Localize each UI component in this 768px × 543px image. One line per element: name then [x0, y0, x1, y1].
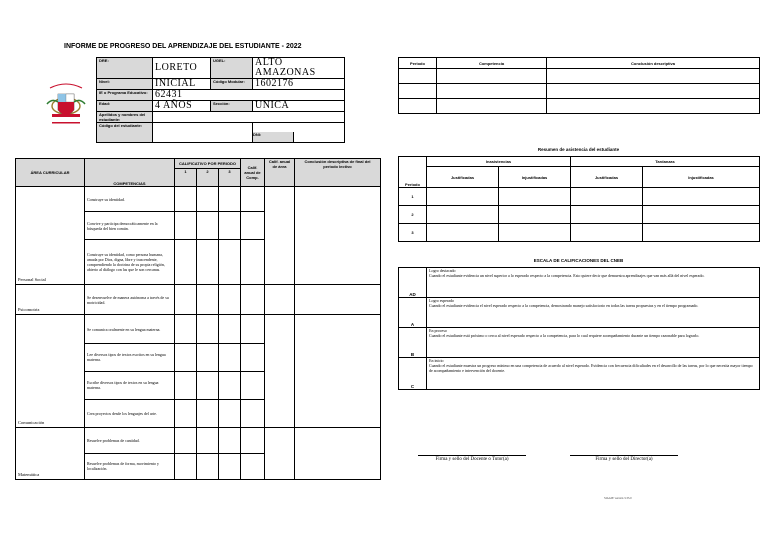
dre-label: DRE:: [97, 58, 153, 79]
programa-value: 62431: [153, 90, 345, 101]
codigo-modular-label: Código Modular:: [211, 79, 253, 90]
area-comunicacion: Comunicación: [16, 315, 85, 427]
seccion-label: Sección:: [211, 101, 253, 112]
calif-anual-area-header: Calif. anual de área: [265, 159, 295, 187]
calificativo-header: CALIFICATIVO POR PERIODO: [175, 159, 241, 169]
area-header: ÁREA CURRICULAR: [16, 159, 85, 187]
period-1-header: 1: [175, 169, 197, 187]
periodo-col-header: Periodo: [399, 157, 427, 188]
escala-level-desc: Cuando el estudiante muestra un progreso mínimo en una competencia de acuerdo al nivel esperado. Evidencia con frecuencia dificultades en el desarrollo de las tareas, por lo que necesita mayor tiempo de acompañamiento e intervención del docente.: [429, 363, 753, 373]
ugel-label: UGEL:: [211, 58, 253, 79]
calif-anual-comp-header: Calif. anual de Comp.: [241, 159, 265, 187]
periodo-header: Periodo: [399, 58, 437, 69]
escala-level-name: Logro destacado: [429, 268, 456, 273]
apellidos-label: Apellidos y nombres del estudiante:: [97, 112, 153, 123]
asistencia-row-periodo: 1: [399, 188, 427, 206]
codigo-estudiante-label: Código del estudiante:: [97, 123, 153, 143]
signature-line-director: [570, 455, 678, 456]
inasistencias-injustificadas-header: Injustificadas: [499, 167, 571, 188]
period-2-header: 2: [197, 169, 219, 187]
escala-level-desc: Cuando el estudiante está próximo o cerca al nivel esperado respecto a la competencia, para lo cual requiere acompañamiento durante un tiempo razonable para lograrlo.: [429, 333, 700, 338]
coat-of-arms-icon: [44, 82, 88, 132]
period-3-header: 3: [219, 169, 241, 187]
competencias-table: [15, 158, 381, 480]
escala-code: AD: [399, 268, 427, 298]
competencia-item: Convive y participa democráticamente en la búsqueda del bien común.: [85, 212, 175, 240]
escala-level-desc: Cuando el estudiante evidencia un nivel superior a lo esperado respecto a la competencia. Esto quiere decir que demuestra aprendizajes que van más allá del nivel esperado.: [429, 273, 705, 278]
area-psicomotriz: Psicomotriz: [16, 285, 85, 315]
competencia-item: Resuelve problemas de cantidad.: [85, 427, 175, 453]
escala-code: A: [399, 298, 427, 328]
asistencia-table: [398, 156, 760, 242]
footer-version-note: SIAGIE versión 3.33.0: [604, 496, 632, 500]
inasistencias-justificadas-header: Justificadas: [427, 167, 499, 188]
codigo-estudiante-value: [153, 123, 253, 143]
nivel-value: INICIAL: [153, 79, 211, 90]
escala-level-desc: Cuando el estudiante evidencia el nivel esperado respecto a la competencia, demostrando manejo satisfactorio en todas las tareas propuestas y en el tiempo programado.: [429, 303, 699, 308]
codigo-modular-value: 1602176: [253, 79, 345, 90]
competencia-item: Crea proyectos desde los lenguajes del arte.: [85, 399, 175, 427]
tardanzas-header: Tardanzas: [571, 157, 760, 167]
competencia-item: Escribe diversos tipos de textos en su lengua materna.: [85, 371, 175, 399]
inasistencias-header: Inasistencias: [427, 157, 571, 167]
escala-level-name: En inicio: [429, 358, 444, 363]
ugel-value: ALTO AMAZONAS: [253, 58, 345, 79]
competencia-item: Construye su identidad, como persona humana, amada por Dios, digna, libre y trascendente, comprendiendo la doctrina de su propia religión, abierto al diálogo con las que le son cercanas.: [85, 240, 175, 285]
student-info-table: [96, 57, 345, 143]
programa-label: IE o Programa Educativo:: [97, 90, 153, 101]
competencia-item: Lee diversos tipos de textos escritos en su lengua materna.: [85, 343, 175, 371]
asistencia-title: Resumen de asistencia del estudiante: [537, 147, 620, 152]
seccion-value: UNICA: [253, 101, 345, 112]
escala-code: C: [399, 358, 427, 390]
asistencia-row-periodo: 3: [399, 224, 427, 242]
nivel-label: Nivel:: [97, 79, 153, 90]
signature-director-label: Firma y sello del Director(a): [595, 457, 653, 462]
escala-level-name: En proceso: [429, 328, 447, 333]
tardanzas-justificadas-header: Justificadas: [571, 167, 643, 188]
escala-table: [398, 267, 760, 390]
competencia-item: Se comunica oralmente en su lengua materna.: [85, 315, 175, 343]
competencia-header: Competencia: [437, 58, 547, 69]
conclusion-header: Conclusión descriptiva: [547, 58, 760, 69]
apellidos-value: [153, 112, 345, 123]
dre-value: LORETO: [153, 58, 211, 79]
competencia-item: Resuelve problemas de forma, movimiento y localización.: [85, 453, 175, 479]
report-title: INFORME DE PROGRESO DEL APRENDIZAJE DEL ESTUDIANTE - 2022: [64, 43, 302, 50]
escala-code: B: [399, 328, 427, 358]
edad-label: Edad:: [97, 101, 153, 112]
edad-value: 4 AÑOS: [153, 101, 211, 112]
tardanzas-injustificadas-header: Injustificadas: [643, 167, 760, 188]
competencia-item: Construye su identidad.: [85, 187, 175, 212]
dni-label: DNI:: [253, 132, 294, 142]
signature-docente-label: Firma y sello del Docente o Tutor(a): [435, 457, 509, 462]
competencias-header: COMPETENCIAS: [85, 159, 175, 187]
escala-title: ESCALA DE CALIFICACIONES DEL CNEB: [533, 258, 624, 263]
area-matematica: Matemática: [16, 427, 85, 479]
periodo-competencia-table: [398, 57, 760, 114]
conclusion-final-header: Conclusión descriptiva de final del periodo lectivo: [295, 159, 381, 187]
signature-line-docente: [418, 455, 526, 456]
competencia-item: Se desenvuelve de manera autónoma a través de su motricidad.: [85, 285, 175, 315]
area-personal-social: Personal Social: [16, 187, 85, 285]
escala-level-name: Logro esperado: [429, 298, 454, 303]
asistencia-row-periodo: 2: [399, 206, 427, 224]
